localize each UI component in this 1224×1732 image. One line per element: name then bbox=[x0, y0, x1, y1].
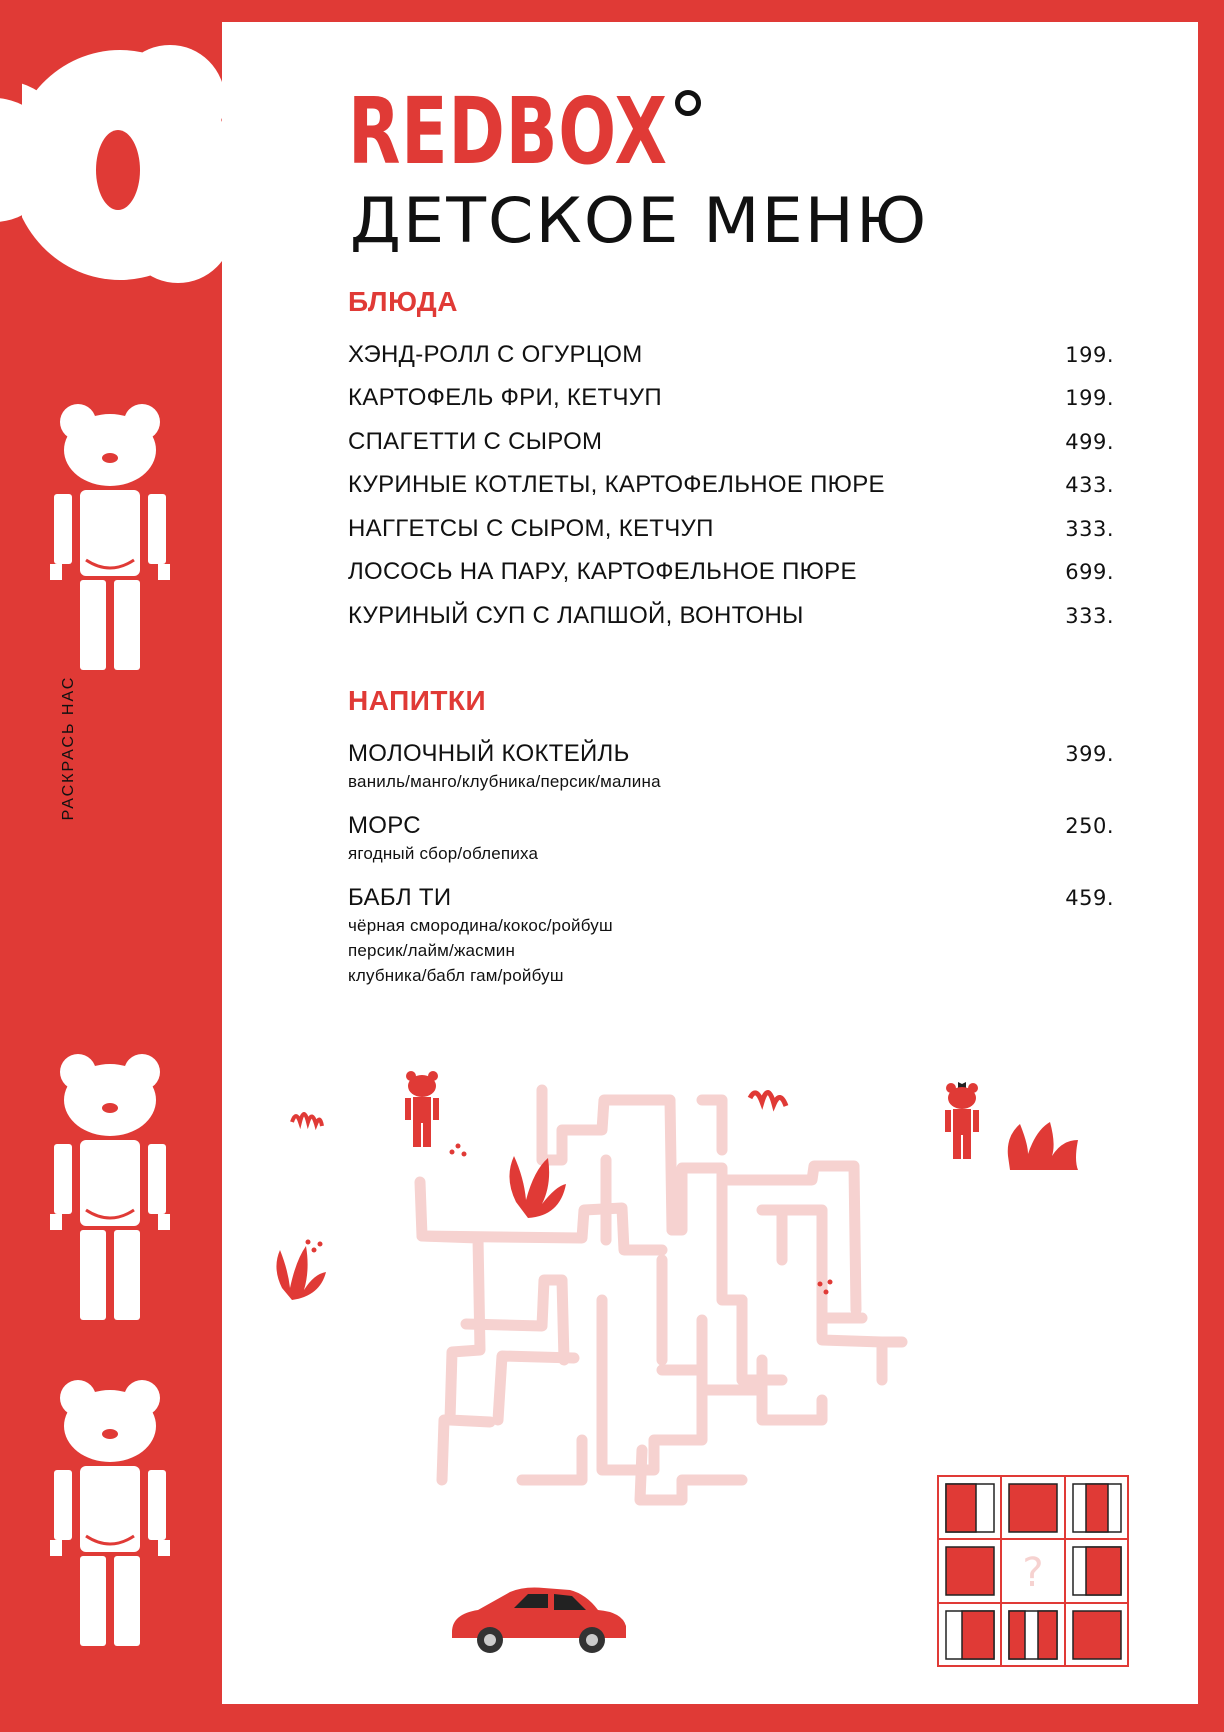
menu-item-name: КУРИНЫЙ СУП С ЛАПШОЙ, ВОНТОНЫ bbox=[348, 602, 804, 629]
menu-item-price: 699. bbox=[1065, 560, 1114, 584]
drink-item bbox=[348, 884, 1114, 988]
sidebar-bears bbox=[0, 0, 222, 1732]
drink-item bbox=[348, 812, 1114, 866]
car-icon bbox=[452, 1588, 626, 1654]
menu-item bbox=[348, 428, 1114, 456]
puzzle-question-mark: ? bbox=[1022, 1550, 1044, 1596]
small-bear-bow-icon bbox=[945, 1082, 979, 1159]
menu-item-price: 499. bbox=[1065, 430, 1114, 454]
brand-logo: REDBOX bbox=[348, 78, 668, 185]
menu-item bbox=[348, 602, 1114, 630]
small-bear-icon bbox=[405, 1071, 439, 1147]
menu-item-price: 333. bbox=[1065, 517, 1114, 541]
menu-item bbox=[348, 515, 1114, 543]
menu-item-name: КУРИНЫЕ КОТЛЕТЫ, КАРТОФЕЛЬНОЕ ПЮРЕ bbox=[348, 471, 885, 498]
drink-price: 250. bbox=[1065, 814, 1114, 838]
maze-paths-icon bbox=[420, 1090, 902, 1500]
maze-illustration bbox=[222, 1060, 1198, 1704]
menu-item-name: СПАГЕТТИ С СЫРОМ bbox=[348, 428, 603, 455]
menu-item-price: 433. bbox=[1065, 473, 1114, 497]
bear-figure-icon bbox=[50, 1380, 170, 1646]
menu-item-name: ЛОСОСЬ НА ПАРУ, КАРТОФЕЛЬНОЕ ПЮРЕ bbox=[348, 558, 857, 585]
menu-item-price: 199. bbox=[1065, 386, 1114, 410]
drink-name: БАБЛ ТИ bbox=[348, 884, 452, 911]
menu-item bbox=[348, 384, 1114, 412]
menu-item-price: 199. bbox=[1065, 343, 1114, 367]
page-title: ДЕТСКОЕ МЕНЮ bbox=[350, 184, 929, 257]
menu-item-name: ХЭНД-РОЛЛ С ОГУРЦОМ bbox=[348, 341, 643, 368]
drink-name: МОЛОЧНЫЙ КОКТЕЙЛЬ bbox=[348, 740, 630, 767]
big-bear-head-icon bbox=[0, 45, 222, 290]
menu-item-price: 333. bbox=[1065, 604, 1114, 628]
menu-item bbox=[348, 341, 1114, 369]
drink-price: 459. bbox=[1065, 886, 1114, 910]
section-title-dishes: БЛЮДА bbox=[348, 286, 458, 317]
drink-description: ягодный сбор/облепиха bbox=[348, 844, 539, 863]
drink-item bbox=[348, 740, 1114, 794]
dots-icon bbox=[306, 1144, 833, 1295]
puzzle-grid bbox=[938, 1476, 1128, 1666]
menu-item bbox=[348, 471, 1114, 499]
sidebar-vertical-text: РАСКРАСЬ НАС bbox=[60, 675, 77, 821]
drink-price: 399. bbox=[1065, 742, 1114, 766]
drink-name: МОРС bbox=[348, 812, 421, 839]
bear-figure-icon bbox=[50, 1054, 170, 1320]
menu-item-name: НАГГЕТСЫ С СЫРОМ, КЕТЧУП bbox=[348, 515, 714, 542]
menu-item-name: КАРТОФЕЛЬ ФРИ, КЕТЧУП bbox=[348, 384, 662, 411]
section-title-drinks: НАПИТКИ bbox=[348, 685, 487, 716]
drink-description: чёрная смородина/кокос/ройбуш персик/лайм/жасмин клубника/бабл гам/ройбуш bbox=[348, 916, 613, 985]
brand-degree-icon bbox=[675, 90, 701, 116]
drink-description: ваниль/манго/клубника/персик/малина bbox=[348, 772, 661, 791]
menu-item bbox=[348, 558, 1114, 586]
